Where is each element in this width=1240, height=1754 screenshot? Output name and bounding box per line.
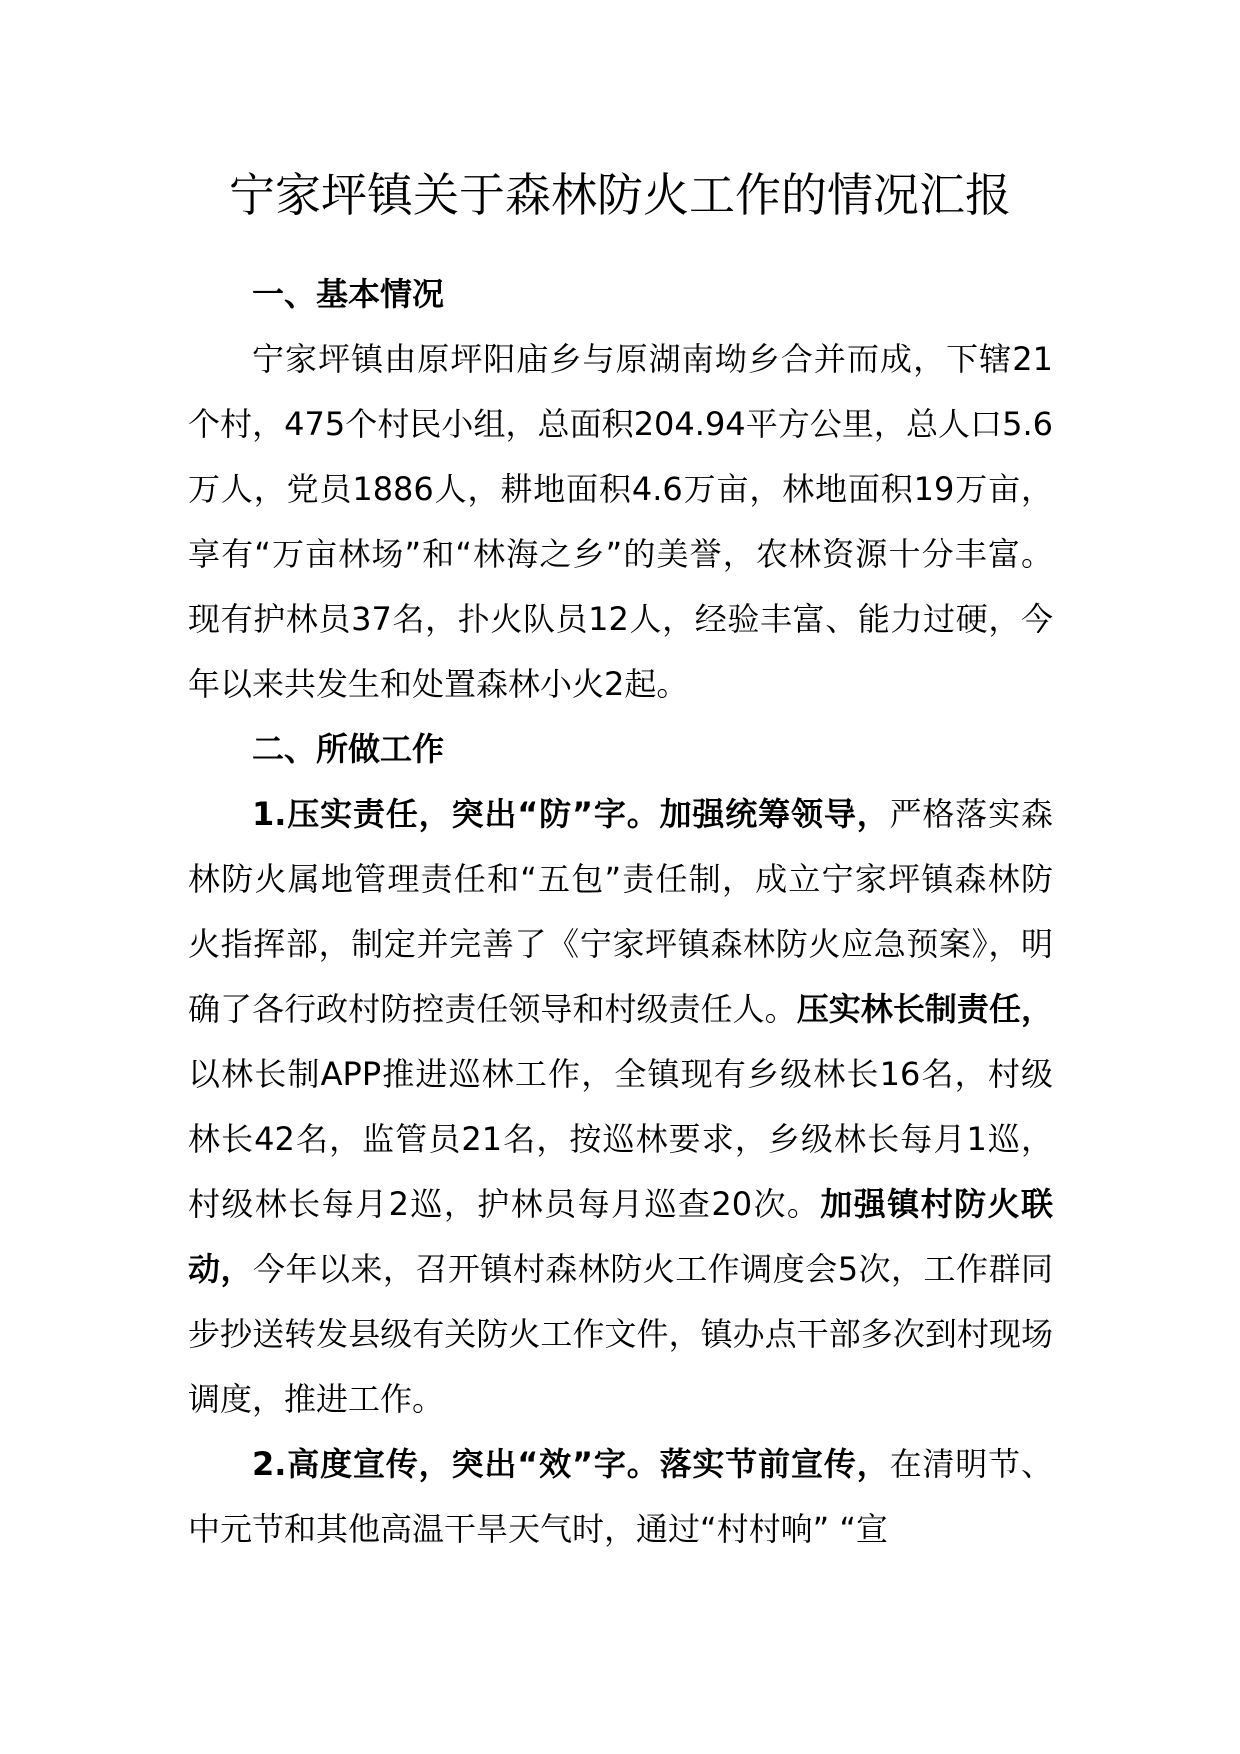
section-heading-basic: 一、基本情况	[252, 275, 445, 313]
basic-info-paragraph: 宁家坪镇由原坪阳庙乡与原湖南坳乡合并而成，下辖21个村，475个村民小组，总面积204.94平方公里，总人口5.6万人，党员1886人，耕地面积4.6万亩，林地面积19万亩，享有“万亩林场”和“林海之乡”的美誉，农林资源十分丰富。现有护林员37名，扑火队员12人，经验丰富、能力过硬，今年以来共发生和处置森林小火2起。	[188, 340, 1053, 703]
work-item-1-sub3-heading: 加强镇村防火联动，	[188, 1185, 1053, 1288]
work-item-2-sub1-text: 在清明节、中元节和其他高温干旱天气时，通过“村村响” “宣	[188, 1445, 1053, 1548]
section-heading-work: 二、所做工作	[252, 730, 445, 768]
work-item-2-paragraph	[188, 1432, 1053, 1562]
document-body	[188, 262, 1053, 1562]
work-item-2-lead: 2.高度宣传，突出“效”字。	[252, 1445, 660, 1483]
work-item-1-sub1-text: 严格落实森林防火属地管理责任和“五包”责任制，成立宁家坪镇森林防火指挥部，制定并完善了《宁家坪镇森林防火应急预案》，明确了各行政村防控责任领导和村级责任人。	[188, 795, 1053, 1028]
work-item-1-lead: 1.压实责任，突出“防”字。	[252, 795, 660, 833]
work-item-1-sub1-heading: 加强统筹领导，	[659, 795, 890, 833]
work-item-2-sub1-heading: 落实节前宣传，	[659, 1445, 890, 1483]
work-item-1-sub3-text: 今年以来，召开镇村森林防火工作调度会5次，工作群同步抄送转发县级有关防火工作文件，镇办点干部多次到村现场调度，推进工作。	[188, 1250, 1053, 1418]
work-item-1-sub2-text: 以林长制APP推进巡林工作，全镇现有乡级林长16名，村级林长42名，监管员21名，按巡林要求，乡级林长每月1巡，村级林长每月2巡，护林员每月巡查20次。	[188, 1055, 1053, 1223]
document-title: 宁家坪镇关于森林防火工作的情况汇报	[229, 168, 1011, 222]
work-item-1-paragraph	[188, 782, 1053, 1432]
work-item-1-sub2-heading: 压实林长制责任，	[796, 990, 1053, 1028]
